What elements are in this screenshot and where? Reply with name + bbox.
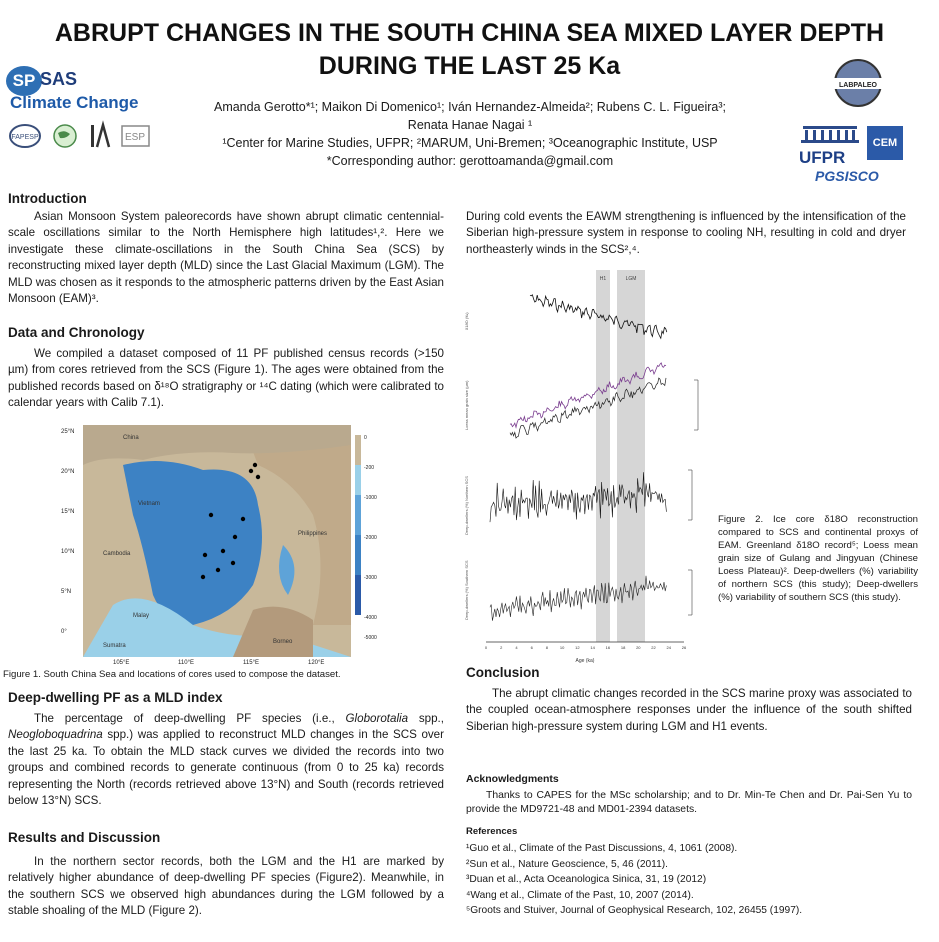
cem-logo (867, 126, 903, 160)
map-lat-labels (61, 429, 74, 635)
intro-text: Asian Monsoon System paleorecords have shown abrupt climatic centennial-scale oscillations similar to the North Hemisphere high latitudes¹,². Here we investigate these climate-oscillations in the South China Sea (SCS) by reconstructing mixed layer depth (MLD) since the Last Glacial Maximum (LGM). The MLD was chosen as it responds to the atmospheric patterns driven by the East Asian Monsoon (EAM)³. (8, 210, 444, 306)
deep-text-1: The percentage of deep-dwelling PF species (i.e., (34, 712, 346, 725)
svg-text:FAPESP: FAPESP (11, 134, 39, 141)
ref-item: ¹Guo et al., Climate of the Past Discussions, 4, 1061 (2008). (466, 843, 738, 854)
svg-text:-2000: -2000 (364, 535, 377, 541)
results-text: In the northern sector records, both the LGM and the H1 are marked by relatively higher abundance of deep-dwelling PF species (Figure2). Meanwhile, in the southern SCS we observed high abundances during the LGM followed by a stable shoaling of the MLD (Figure 2). (8, 855, 444, 918)
ylabel-d18o: δ18O (‰) (464, 312, 469, 330)
ack-heading: Acknowledgments (466, 773, 559, 785)
refs-heading: References (466, 826, 518, 837)
partner-logos-right (795, 58, 935, 208)
figure-2-chart (462, 270, 718, 665)
svg-text:15°N: 15°N (61, 509, 75, 515)
right-axis-brackets (688, 380, 698, 615)
band-h1 (596, 270, 610, 642)
x-tick-label: 20 (636, 645, 641, 650)
svg-text:20°N: 20°N (61, 469, 75, 475)
right-top-text: During cold events the EAWM strengthening is influenced by the intensification of the Siberian high-pressure system in response to cooling NH, resulting in cold and dryer northeasterly winds in the SCS²,⁴. (466, 210, 906, 256)
svg-text:5°N: 5°N (61, 589, 72, 595)
svg-text:110°E: 110°E (178, 660, 194, 666)
svg-text:10°N: 10°N (61, 549, 75, 555)
spsas-logo-circle: SP (6, 66, 42, 96)
refs-list (466, 841, 926, 919)
x-tick-label: 16 (605, 645, 611, 650)
x-axis-label: Age (ka) (575, 658, 595, 664)
conclusion-heading: Conclusion (466, 665, 540, 680)
affiliations: ¹Center for Marine Studies, UFPR; ²MARUM, Uni-Bremen; ³Oceanographic Institute, USP (222, 136, 718, 150)
svg-text:115°E: 115°E (243, 660, 259, 666)
deep-heading: Deep-dwelling PF as a MLD index (8, 690, 223, 705)
figure-1-caption: Figure 1. South China Sea and locations of cores used to compose the dataset. (3, 669, 341, 680)
svg-text:-5000: -5000 (364, 635, 377, 641)
x-tick-label: 8 (545, 645, 549, 650)
author-names: Amanda Gerotto*¹; Maikon Di Domenico¹; Iván Hernandez-Almeida²; Rubens C. L. Figueira³; (213, 100, 727, 114)
title-line-1: ABRUPT CHANGES IN THE SOUTH CHINA SEA MIXED LAYER DEPTH (54, 19, 885, 47)
author-names-2: Renata Hanae Nagai ¹ (407, 118, 533, 132)
map-depth-scale (355, 435, 377, 641)
ufpr-logo (799, 122, 861, 167)
map-lon-labels (113, 660, 324, 666)
svg-text:105°E: 105°E (113, 660, 130, 666)
x-tick-label: 18 (620, 645, 626, 650)
svg-text:Vietnam: Vietnam (138, 501, 160, 507)
labpaleo-logo-icon (827, 58, 889, 113)
svg-text:Malay: Malay (133, 613, 150, 619)
svg-text:-4000: -4000 (364, 615, 377, 621)
x-tick-label: 4 (515, 645, 518, 650)
ylabel-loess: Loess mean grain size (µm) (464, 380, 469, 430)
svg-text:Cambodia: Cambodia (103, 551, 131, 557)
esp-logo-icon (121, 123, 151, 154)
svg-text:-1000: -1000 (364, 495, 377, 501)
x-tick-label: 2 (500, 645, 503, 650)
x-tick-label: 10 (559, 645, 565, 650)
ylabel-north: Deep-dwellers (%) Northern SCS (464, 476, 469, 535)
ref-item: ⁵Groots and Stuiver, Journal of Geophysical Research, 102, 26455 (1997). (466, 905, 803, 916)
deep-genus-2: Neogloboquadrina (8, 728, 103, 742)
ref-item: ⁴Wang et al., Climate of the Past, 10, 2007 (2014). (466, 889, 694, 901)
ack-text: Thanks to CAPES for the MSc scholarship; and to Dr. Min-Te Chen and Dr. Pai-Sen Yu to provide the MD9721-48 and MD01-2394 datasets. (466, 790, 912, 815)
results-heading: Results and Discussion (8, 830, 161, 845)
deep-genus-1: Globorotalia (345, 712, 409, 725)
figure-2-caption: Figure 2. Ice core δ18O reconstruction compared to SCS and continental proxys of EAM. Greenland δ18O record⁵; Loess mean grain size of Gulang and Jingyuan (Chinese Loess Plateau)². Deep-dwellers (%) variability of northern SCS (this study); Deep-dwellers (%) variability of southern SCS (this study). (718, 514, 918, 603)
pgsisco-logo: PGSISCO (815, 168, 879, 184)
svg-text:0: 0 (364, 435, 367, 441)
x-tick-label: 12 (575, 645, 580, 650)
band-lgm-label: LGM (625, 276, 637, 282)
ufpr-logo-text: UFPR (799, 148, 846, 167)
partner-logos-left (8, 122, 158, 152)
deep-text (8, 711, 444, 809)
intro-heading: Introduction (8, 191, 87, 206)
authors-block (160, 98, 780, 170)
svg-text:0°: 0° (61, 629, 67, 635)
spsas-logo-text: SAS (40, 69, 78, 89)
svg-text:ESP: ESP (125, 132, 146, 143)
svg-text:China: China (123, 435, 139, 441)
climate-change-logo-text: Climate Change (10, 93, 139, 112)
x-tick-label: 0 (484, 645, 488, 650)
svg-text:Sumatra: Sumatra (103, 643, 126, 649)
corresponding-author: *Corresponding author: gerottoamanda@gmail.com (326, 154, 614, 168)
svg-text:-200: -200 (364, 465, 375, 471)
ref-item: ²Sun et al., Nature Geoscience, 5, 46 (2011). (466, 858, 668, 870)
ylabel-south: Deep-dwellers (%) Southern SCS (464, 560, 469, 620)
svg-text:120°E: 120°E (308, 660, 325, 666)
svg-text:-3000: -3000 (364, 575, 377, 581)
x-tick-label: 6 (530, 645, 533, 650)
x-tick-label: 24 (666, 645, 671, 650)
conclusion-text: The abrupt climatic changes recorded in the SCS marine proxy was associated to the coupled ocean-atmosphere responses under the influence of the south shifted Siberian high-pressure system during LGM and H1 events. (466, 687, 912, 733)
data-text: We compiled a dataset composed of 11 PF published census records (>150 µm) from cores retrieved from the SCS (Figure 1). The ages were obtained from the published records based on δ¹⁸O stratigraphy or ¹⁴C dating (which were calibrated to calendar years with Calib 7.1). (8, 347, 444, 410)
x-tick-label: 22 (651, 645, 656, 650)
svg-text:25°N: 25°N (61, 429, 75, 435)
band-h1-label: H1 (599, 276, 607, 282)
title-line-2: DURING THE LAST 25 Ka (318, 52, 621, 80)
x-tick-label: 14 (590, 645, 595, 650)
x-tick-label: 26 (681, 645, 687, 650)
svg-text:Philippines: Philippines (298, 531, 328, 537)
data-heading: Data and Chronology (8, 325, 145, 340)
globe-logo-icon (8, 123, 42, 154)
svg-text:Borneo: Borneo (273, 639, 293, 645)
world-map-logo-icon (52, 123, 78, 154)
cem-logo-text: CEM (872, 137, 898, 149)
deep-text-2: spp., (408, 712, 444, 725)
deep-text-3: spp.) was applied to reconstruct MLD changes in the SCS over the last 25 ka. To obtain the MLD stack curves we divided the records into two groups and combined records to generate continuous (from 0 to 25 ka) records representing the North (records retrieved above 13°N) and South (records retrieved below 13°N) SCS. (8, 728, 444, 808)
ref-item: ³Duan et al., Acta Oceanologica Sinica, 31, 19 (2012) (466, 874, 707, 885)
ia-logo-icon (89, 122, 111, 155)
figure-1-map (61, 425, 383, 666)
svg-text:LABPALEO: LABPALEO (839, 82, 877, 89)
